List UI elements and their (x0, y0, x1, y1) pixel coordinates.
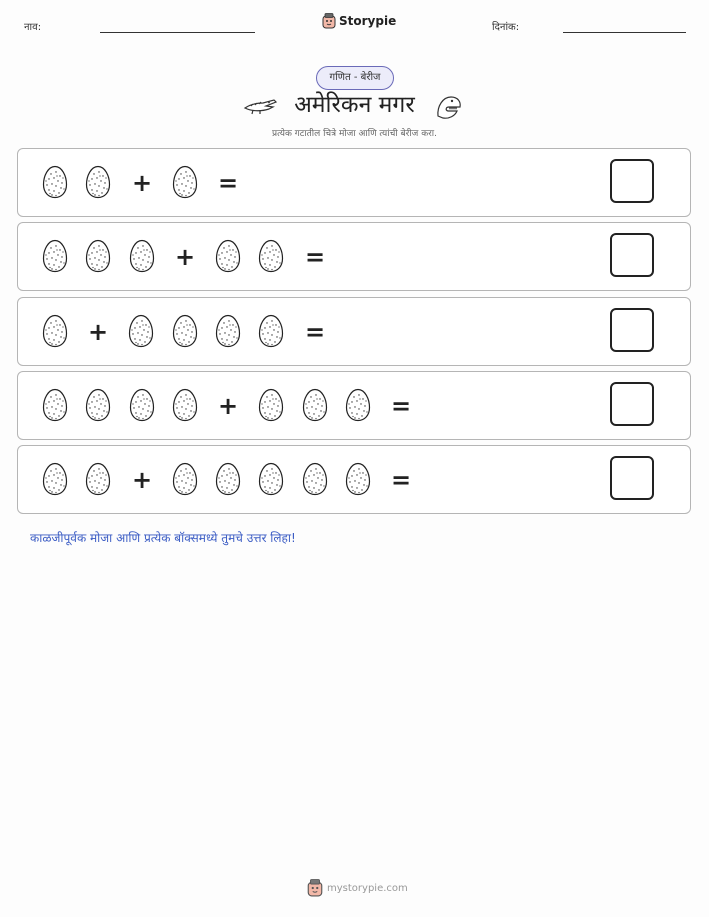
equals-sign: = (304, 318, 326, 346)
egg-icon (42, 388, 68, 422)
egg-icon (258, 314, 284, 348)
problem-row (17, 297, 691, 366)
egg-icon (128, 314, 154, 348)
problem-row (17, 371, 691, 440)
egg-icon (85, 388, 111, 422)
answer-box[interactable] (610, 159, 654, 203)
plus-sign: + (174, 243, 196, 271)
egg-icon (215, 462, 241, 496)
egg-icon (172, 388, 198, 422)
storypie-logo-icon (322, 13, 336, 29)
egg-icon (42, 314, 68, 348)
equals-sign: = (390, 466, 412, 494)
plus-sign: + (131, 169, 153, 197)
footer (307, 879, 408, 897)
plus-sign: + (217, 392, 239, 420)
alligator-icon-right (435, 94, 463, 120)
plus-sign: + (87, 318, 109, 346)
egg-icon (129, 239, 155, 273)
problem-row (17, 148, 691, 217)
answer-box[interactable] (610, 456, 654, 500)
egg-icon (258, 388, 284, 422)
closing-instruction: काळजीपूर्वक मोजा आणि प्रत्येक बॉक्समध्ये तुमचे उत्तर लिहा! (30, 531, 296, 545)
brand-logo (322, 13, 396, 29)
egg-icon (215, 314, 241, 348)
name-label: नाव: (24, 22, 42, 33)
name-field[interactable] (100, 32, 255, 33)
egg-icon (85, 462, 111, 496)
equals-sign: = (390, 392, 412, 420)
worksheet-instructions: प्रत्येक गटातील चित्रे मोजा आणि त्यांची बेरीज करा. (272, 129, 437, 139)
egg-icon (85, 165, 111, 199)
egg-icon (302, 388, 328, 422)
egg-icon (302, 462, 328, 496)
brand-name: Storypie (339, 14, 397, 28)
answer-box[interactable] (610, 382, 654, 426)
egg-icon (172, 462, 198, 496)
date-label: दिनांक: (492, 22, 520, 33)
plus-sign: + (131, 466, 153, 494)
date-field[interactable] (563, 32, 686, 33)
egg-icon (172, 314, 198, 348)
subject-badge: गणित - बेरीज (316, 66, 394, 90)
egg-icon (172, 165, 198, 199)
footer-url: mystorypie.com (327, 882, 408, 894)
storypie-logo-icon (307, 879, 323, 897)
egg-icon (85, 239, 111, 273)
equals-sign: = (304, 243, 326, 271)
problem-row (17, 222, 691, 291)
egg-icon (345, 388, 371, 422)
equals-sign: = (217, 169, 239, 197)
egg-icon (42, 165, 68, 199)
answer-box[interactable] (610, 308, 654, 352)
problem-row (17, 445, 691, 514)
header (0, 0, 709, 40)
egg-icon (42, 462, 68, 496)
egg-icon (258, 239, 284, 273)
egg-icon (258, 462, 284, 496)
egg-icon (129, 388, 155, 422)
egg-icon (215, 239, 241, 273)
egg-icon (42, 239, 68, 273)
answer-box[interactable] (610, 233, 654, 277)
worksheet-title: अमेरिकन मगर (294, 92, 415, 118)
egg-icon (345, 462, 371, 496)
